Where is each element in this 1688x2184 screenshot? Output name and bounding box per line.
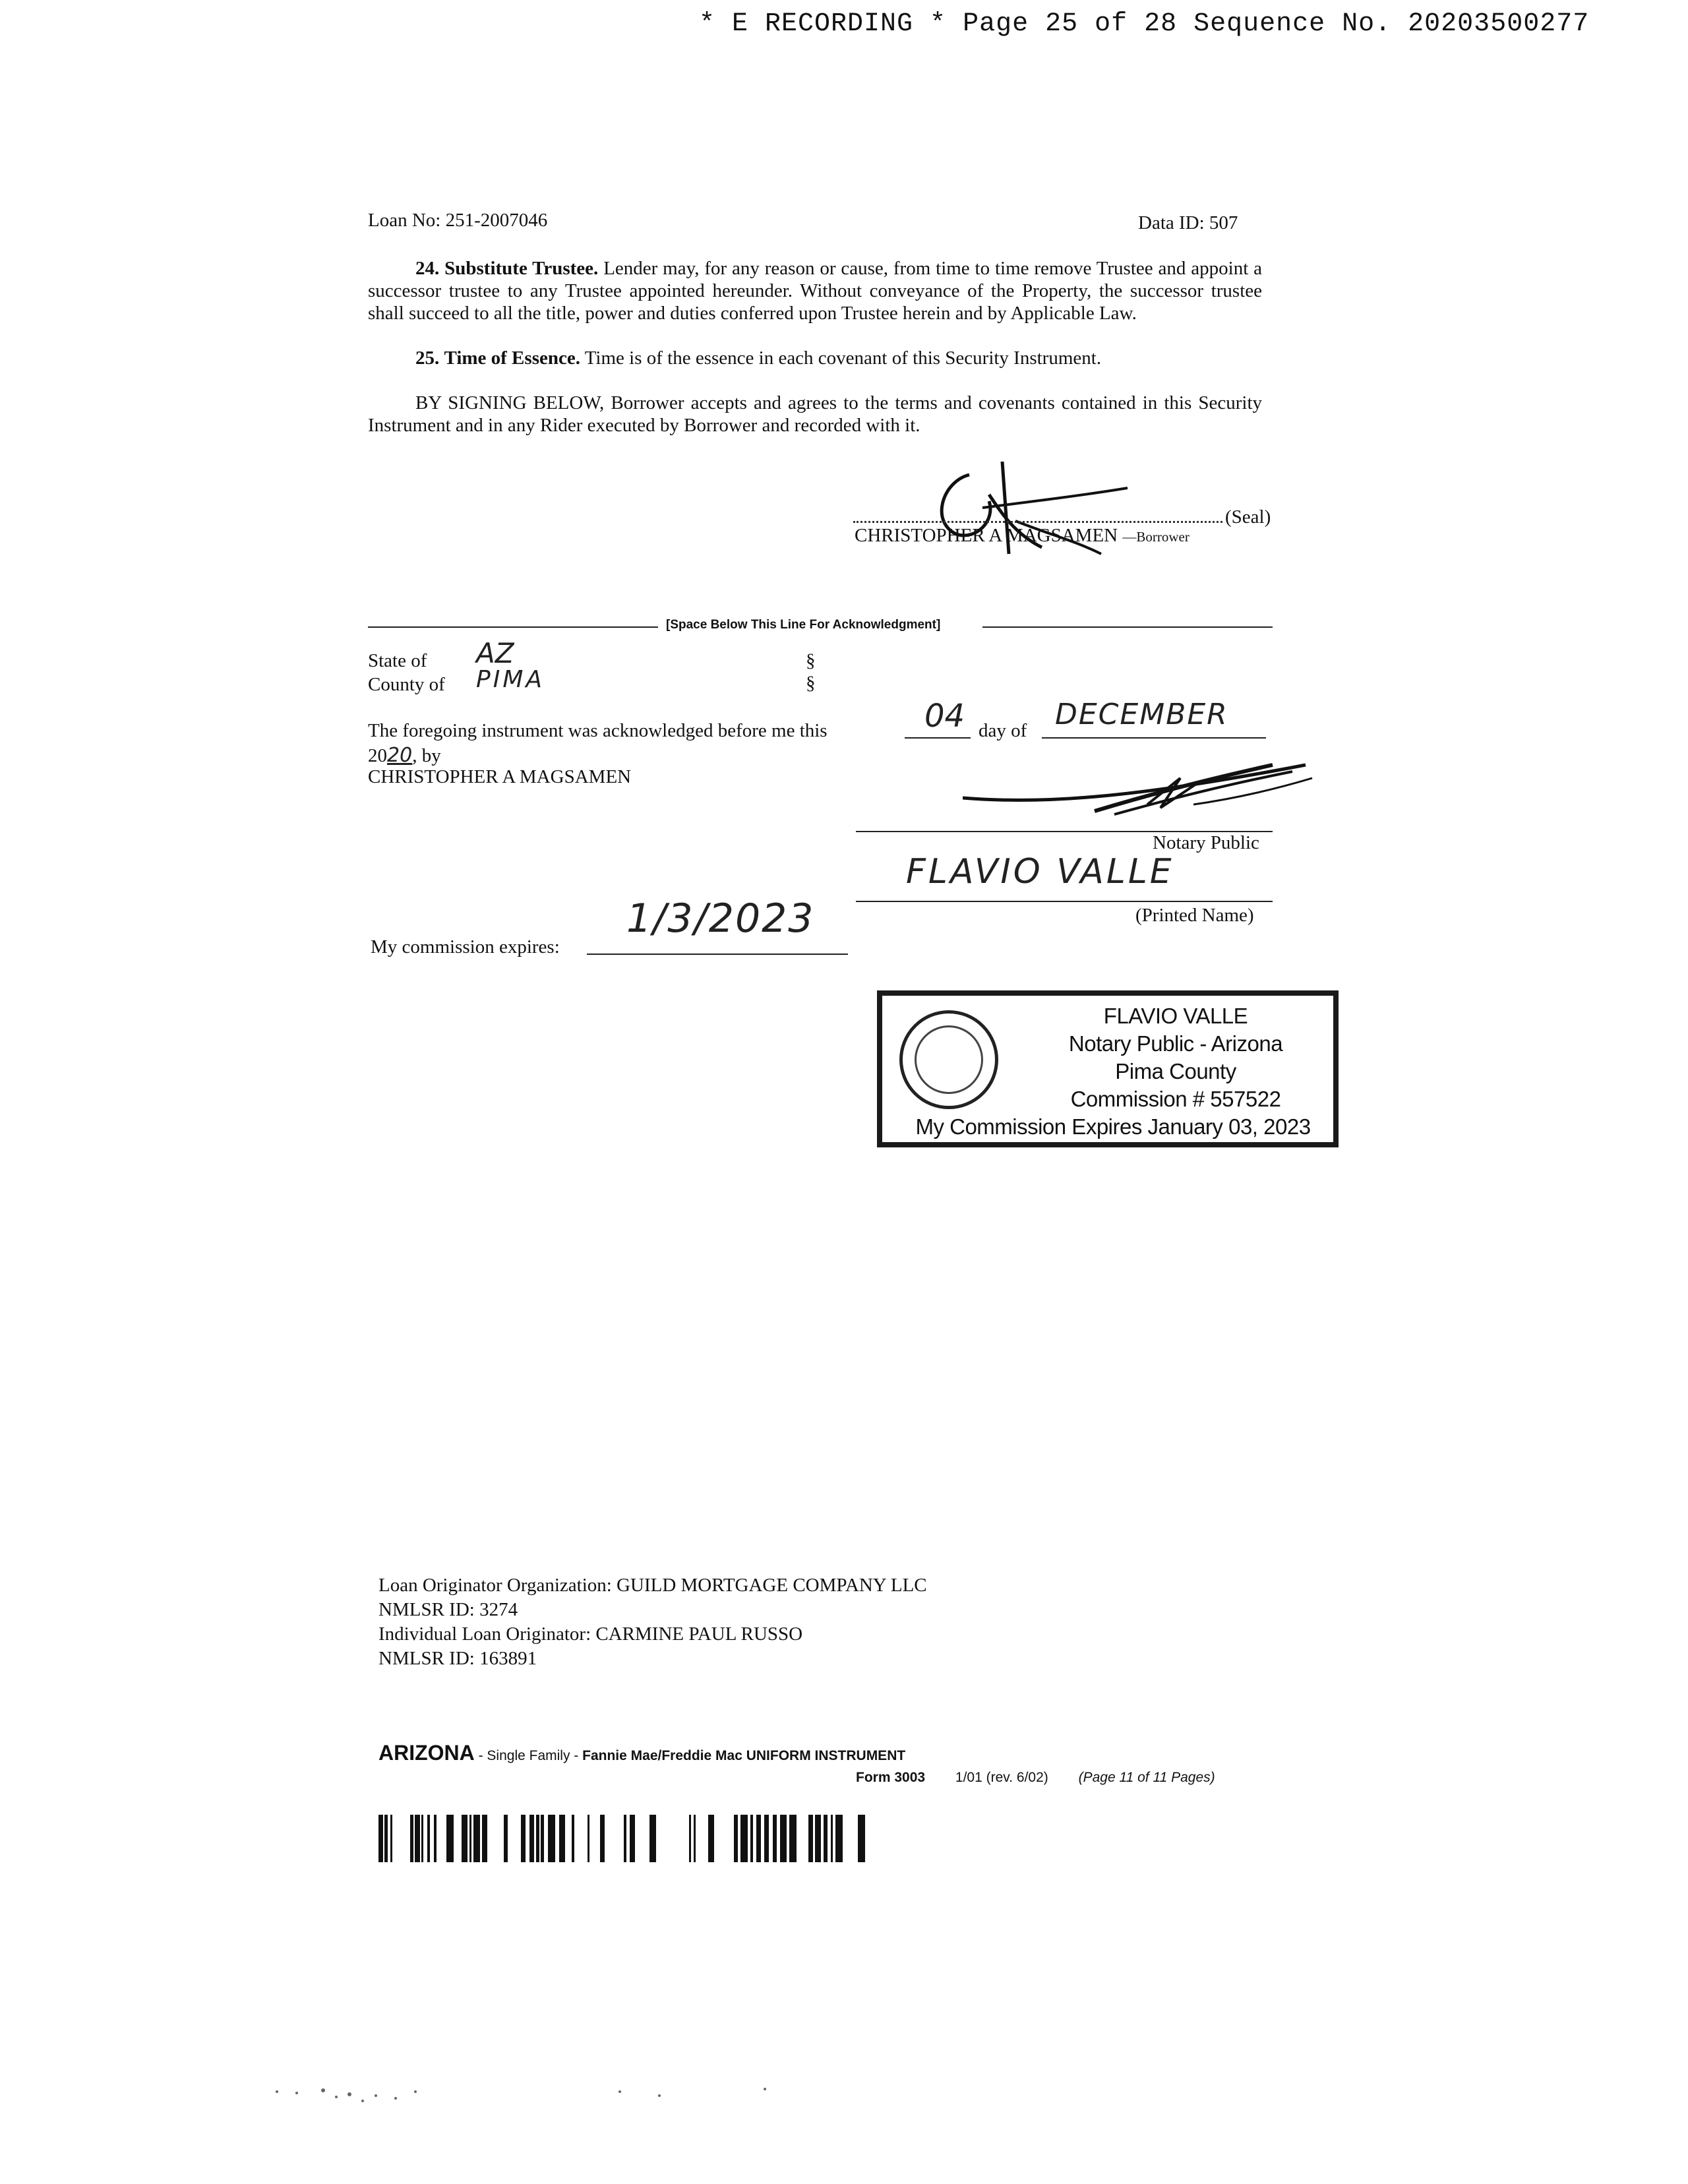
- barcode-bar: [649, 1815, 656, 1862]
- ack-divider-left: [368, 626, 658, 628]
- section-25-number: 25.: [415, 348, 440, 369]
- form-footer-line1: [378, 1741, 905, 1765]
- ack-year-suffix: 20: [387, 744, 413, 767]
- borrower-name-line: [855, 525, 1190, 547]
- barcode-bar: [421, 1815, 423, 1862]
- barcode-bar: [780, 1815, 787, 1862]
- ack-day-line: [905, 737, 971, 739]
- barcode-bar: [559, 1815, 565, 1862]
- barcode-bar: [764, 1815, 769, 1862]
- originator-individual-nmlsr: NMLSR ID: 163891: [378, 1648, 537, 1669]
- state-section-mark: §: [806, 650, 816, 671]
- barcode-bar: [434, 1815, 437, 1862]
- ack-by: , by: [412, 745, 441, 766]
- barcode-bar: [415, 1815, 420, 1862]
- stamp-title: Notary Public - Arizona: [1068, 1031, 1283, 1056]
- ack-text: The foregoing instrument was acknowledged before me this: [368, 720, 828, 741]
- stamp-expires: My Commission Expires January 03, 2023: [915, 1114, 1311, 1139]
- barcode-bar: [572, 1815, 574, 1862]
- ack-month-line: [1042, 737, 1266, 739]
- scan-noise: [251, 2084, 778, 2123]
- data-id-label: Data ID:: [1138, 212, 1205, 233]
- barcode-bar: [469, 1815, 471, 1862]
- section-25-title: Time of Essence.: [444, 348, 580, 369]
- ack-year-line: [368, 744, 441, 767]
- barcode-bar: [689, 1815, 691, 1862]
- printed-name-value: FLAVIO VALLE: [906, 852, 1174, 892]
- form-number: Form 3003: [856, 1770, 926, 1785]
- originator-org: Loan Originator Organization: GUILD MORTGAGE COMPANY LLC: [378, 1575, 927, 1596]
- barcode-bar: [536, 1815, 539, 1862]
- barcode-bar: [384, 1815, 388, 1862]
- ack-day-value: 04: [924, 698, 965, 735]
- commission-line: [587, 954, 848, 955]
- barcode-bar: [600, 1815, 605, 1862]
- loan-number-line: [368, 210, 547, 231]
- barcode-bar: [789, 1815, 797, 1862]
- county-value: PIMA: [476, 666, 545, 693]
- form-desc-2: Fannie Mae/Freddie Mac UNIFORM INSTRUMENT: [582, 1748, 906, 1763]
- barcode-bar: [624, 1815, 626, 1862]
- state-label: State of: [368, 650, 427, 671]
- barcode-bar: [734, 1815, 738, 1862]
- barcode-bar: [390, 1815, 392, 1862]
- county-section-mark: §: [806, 673, 816, 694]
- barcode-bar: [410, 1815, 413, 1862]
- barcode-bar: [831, 1815, 833, 1862]
- barcode-bar: [427, 1815, 430, 1862]
- stamp-name: FLAVIO VALLE: [1103, 1004, 1248, 1028]
- barcode-bar: [378, 1815, 383, 1862]
- ack-month-value: DECEMBER: [1055, 698, 1228, 731]
- data-id-value: 507: [1209, 212, 1238, 233]
- loan-no-value: 251-2007046: [445, 210, 548, 231]
- barcode-bar: [504, 1815, 508, 1862]
- barcode-bar: [835, 1815, 843, 1862]
- borrower-role: —Borrower: [1122, 529, 1190, 545]
- barcode-bar: [482, 1815, 487, 1862]
- barcode-bar: [548, 1815, 555, 1862]
- section-25: [368, 347, 1262, 369]
- borrower-signature-line: [853, 521, 1222, 523]
- data-id-line: [1138, 212, 1238, 234]
- stamp-county: Pima County: [1115, 1059, 1236, 1083]
- state-value: AZ: [476, 637, 514, 669]
- ack-day-of: day of: [979, 720, 1027, 741]
- barcode-bar: [521, 1815, 526, 1862]
- form-page-info: (Page 11 of 11 Pages): [1078, 1770, 1215, 1785]
- printed-name-line: [856, 901, 1273, 902]
- section-24-title: Substitute Trustee.: [444, 258, 599, 279]
- ack-year-prefix: 20: [368, 745, 387, 766]
- section-24-text: Lender may, for any reason or cause, from time to time remove Trustee and appoint a successor trustee to any Trustee appointed hereunder. Without conveyance of the Property, the successor trustee shall succeed to all the title, power and duties conferred upon Trustee herein and by Applicable Law.: [368, 258, 1262, 324]
- commission-label: My commission expires:: [371, 936, 560, 957]
- seal-label: (Seal): [1225, 506, 1271, 528]
- by-signing-paragraph: BY SIGNING BELOW, Borrower accepts and agrees to the terms and covenants contained in this Security Instrument and in any Rider executed by Borrower and recorded with it.: [368, 392, 1262, 436]
- printed-name-label: (Printed Name): [1135, 905, 1254, 926]
- recording-header: * E RECORDING * Page 25 of 28 Sequence No. 20203500277: [699, 9, 1590, 39]
- barcode-bar: [773, 1815, 777, 1862]
- barcode-bar: [541, 1815, 544, 1862]
- barcode-bar: [756, 1815, 761, 1862]
- commission-value: 1/3/2023: [626, 895, 815, 942]
- form-footer-line2: [856, 1770, 1215, 1786]
- barcode-bar: [740, 1815, 748, 1862]
- barcode-bar: [824, 1815, 828, 1862]
- loan-no-label: Loan No:: [368, 210, 441, 231]
- barcode-bar: [529, 1815, 534, 1862]
- form-rev: 1/01 (rev. 6/02): [955, 1770, 1048, 1785]
- borrower-name: CHRISTOPHER A MAGSAMEN: [855, 525, 1118, 546]
- barcode-bar: [858, 1815, 865, 1862]
- barcode-bar: [815, 1815, 821, 1862]
- barcode-bar: [694, 1815, 696, 1862]
- barcode-bar: [473, 1815, 480, 1862]
- ack-divider-right: [982, 626, 1273, 628]
- barcode-bar: [808, 1815, 813, 1862]
- stamp-commission: Commission # 557522: [1070, 1087, 1281, 1111]
- section-24: [368, 257, 1262, 324]
- section-25-text: Time is of the essence in each covenant of this Security Instrument.: [584, 348, 1102, 369]
- barcode-bar: [446, 1815, 454, 1862]
- originator-block: [378, 1573, 927, 1671]
- barcode-bar: [630, 1815, 635, 1862]
- ack-name: CHRISTOPHER A MAGSAMEN: [368, 766, 632, 787]
- notary-signature: [963, 752, 1319, 824]
- originator-individual: Individual Loan Originator: CARMINE PAUL RUSSO: [378, 1623, 803, 1645]
- form-state: ARIZONA: [378, 1741, 475, 1765]
- barcode-bar: [588, 1815, 589, 1862]
- section-24-number: 24.: [415, 258, 440, 279]
- barcode: [378, 1815, 866, 1862]
- barcode-bar: [462, 1815, 467, 1862]
- originator-org-nmlsr: NMLSR ID: 3274: [378, 1599, 518, 1620]
- county-label: County of: [368, 674, 445, 695]
- barcode-bar: [708, 1815, 714, 1862]
- ack-divider-label: [Space Below This Line For Acknowledgment]: [666, 618, 941, 632]
- notary-public-label: Notary Public: [1153, 832, 1259, 853]
- notary-stamp: [877, 990, 1339, 1147]
- arizona-seal-icon: [899, 1010, 998, 1109]
- barcode-bar: [750, 1815, 753, 1862]
- form-desc-1: - Single Family -: [474, 1748, 583, 1763]
